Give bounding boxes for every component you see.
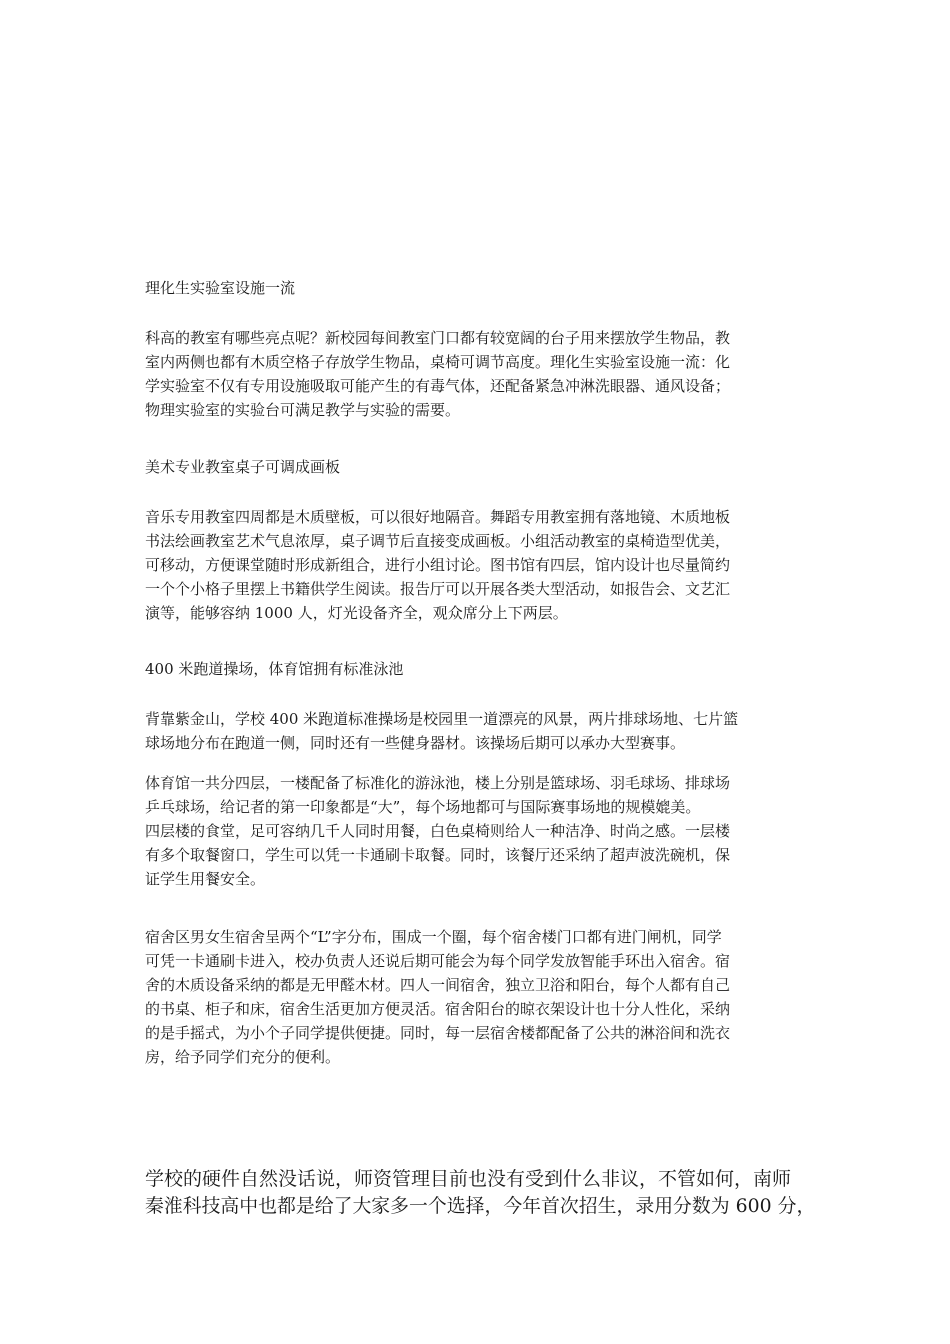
text-line: 背靠紫金山，学校 400 米跑道标准操场是校园里一道漂亮的风景，两片排球场地、七片篮	[145, 710, 739, 728]
section-heading-art: 美术专业教室桌子可调成画板	[145, 458, 341, 476]
text-line: 球场地分布在跑道一侧，同时还有一些健身器材。该操场后期可以承办大型赛事。	[145, 734, 686, 752]
paragraph-gym-canteen	[145, 771, 815, 891]
text-line: 舍的木质设备采纳的都是无甲醛木材。四人一间宿舍，独立卫浴和阳台，每个人都有自己	[145, 976, 731, 994]
text-line: 有多个取餐窗口，学生可以凭一卡通刷卡取餐。同时，该餐厅还采纳了超声波洗碗机，保	[145, 846, 731, 864]
paragraph-conclusion	[145, 1166, 815, 1220]
text-line: 可移动，方便课堂随时形成新组合，进行小组讨论。图书馆有四层，馆内设计也尽量简约	[145, 556, 731, 574]
text-line: 书法绘画教室艺术气息浓厚，桌子调节后直接变成画板。小组活动教室的桌椅造型优美，	[145, 532, 731, 550]
text-line: 演等，能够容纳 1000 人，灯光设备齐全，观众席分上下两层。	[145, 604, 568, 622]
text-line: 可凭一卡通刷卡进入，校办负责人还说后期可能会为每个同学发放智能手环出入宿舍。宿	[145, 952, 731, 970]
text-line: 证学生用餐安全。	[145, 870, 266, 888]
text-line: 的是手摇式，为小个子同学提供便捷。同时，每一层宿舍楼都配备了公共的淋浴间和洗衣	[145, 1024, 731, 1042]
text-line: 科高的教室有哪些亮点呢？新校园每间教室门口都有较宽阔的台子用来摆放学生物品，教	[145, 329, 731, 347]
text-line: 音乐专用教室四周都是木质壁板，可以很好地隔音。舞蹈专用教室拥有落地镜、木质地板	[145, 508, 731, 526]
text-line: 学校的硬件自然没话说，师资管理目前也没有受到什么非议，不管如何，南师	[145, 1168, 792, 1190]
text-line: 房，给予同学们充分的便利。	[145, 1048, 341, 1066]
text-line: 四层楼的食堂，足可容纳几千人同时用餐，白色桌椅则给人一种洁净、时尚之感。一层楼	[145, 822, 731, 840]
paragraph-facilities	[145, 505, 815, 625]
section-heading-labs: 理化生实验室设施一流	[145, 279, 296, 297]
paragraph-playground	[145, 707, 815, 755]
text-line: 一个个小格子里摆上书籍供学生阅读。报告厅可以开展各类大型活动，如报告会、文艺汇	[145, 580, 731, 598]
text-line: 秦淮科技高中也都是给了大家多一个选择，今年首次招生，录用分数为 600 分，	[145, 1195, 816, 1217]
section-heading-sports: 400 米跑道操场，体育馆拥有标准泳池	[145, 660, 404, 678]
text-line: 学实验室不仅有专用设施吸取可能产生的有毒气体，还配备紧急冲淋洗眼器、通风设备；	[145, 377, 731, 395]
text-line: 宿舍区男女生宿舍呈两个“L”字分布，围成一个圈，每个宿舍楼门口都有进门闸机，同学	[145, 928, 722, 946]
text-line: 室内两侧也都有木质空格子存放学生物品，桌椅可调节高度。理化生实验室设施一流：化	[145, 353, 731, 371]
text-line: 乒乓球场，给记者的第一印象都是“大”，每个场地都可与国际赛事场地的规模媲美。	[145, 798, 701, 816]
text-line: 物理实验室的实验台可满足教学与实验的需要。	[145, 401, 461, 419]
text-line: 的书桌、柜子和床，宿舍生活更加方便灵活。宿舍阳台的晾衣架设计也十分人性化，采纳	[145, 1000, 731, 1018]
text-line: 体育馆一共分四层，一楼配备了标准化的游泳池，楼上分别是篮球场、羽毛球场、排球场	[145, 774, 731, 792]
paragraph-dormitory	[145, 925, 815, 1069]
paragraph-classrooms	[145, 326, 815, 422]
